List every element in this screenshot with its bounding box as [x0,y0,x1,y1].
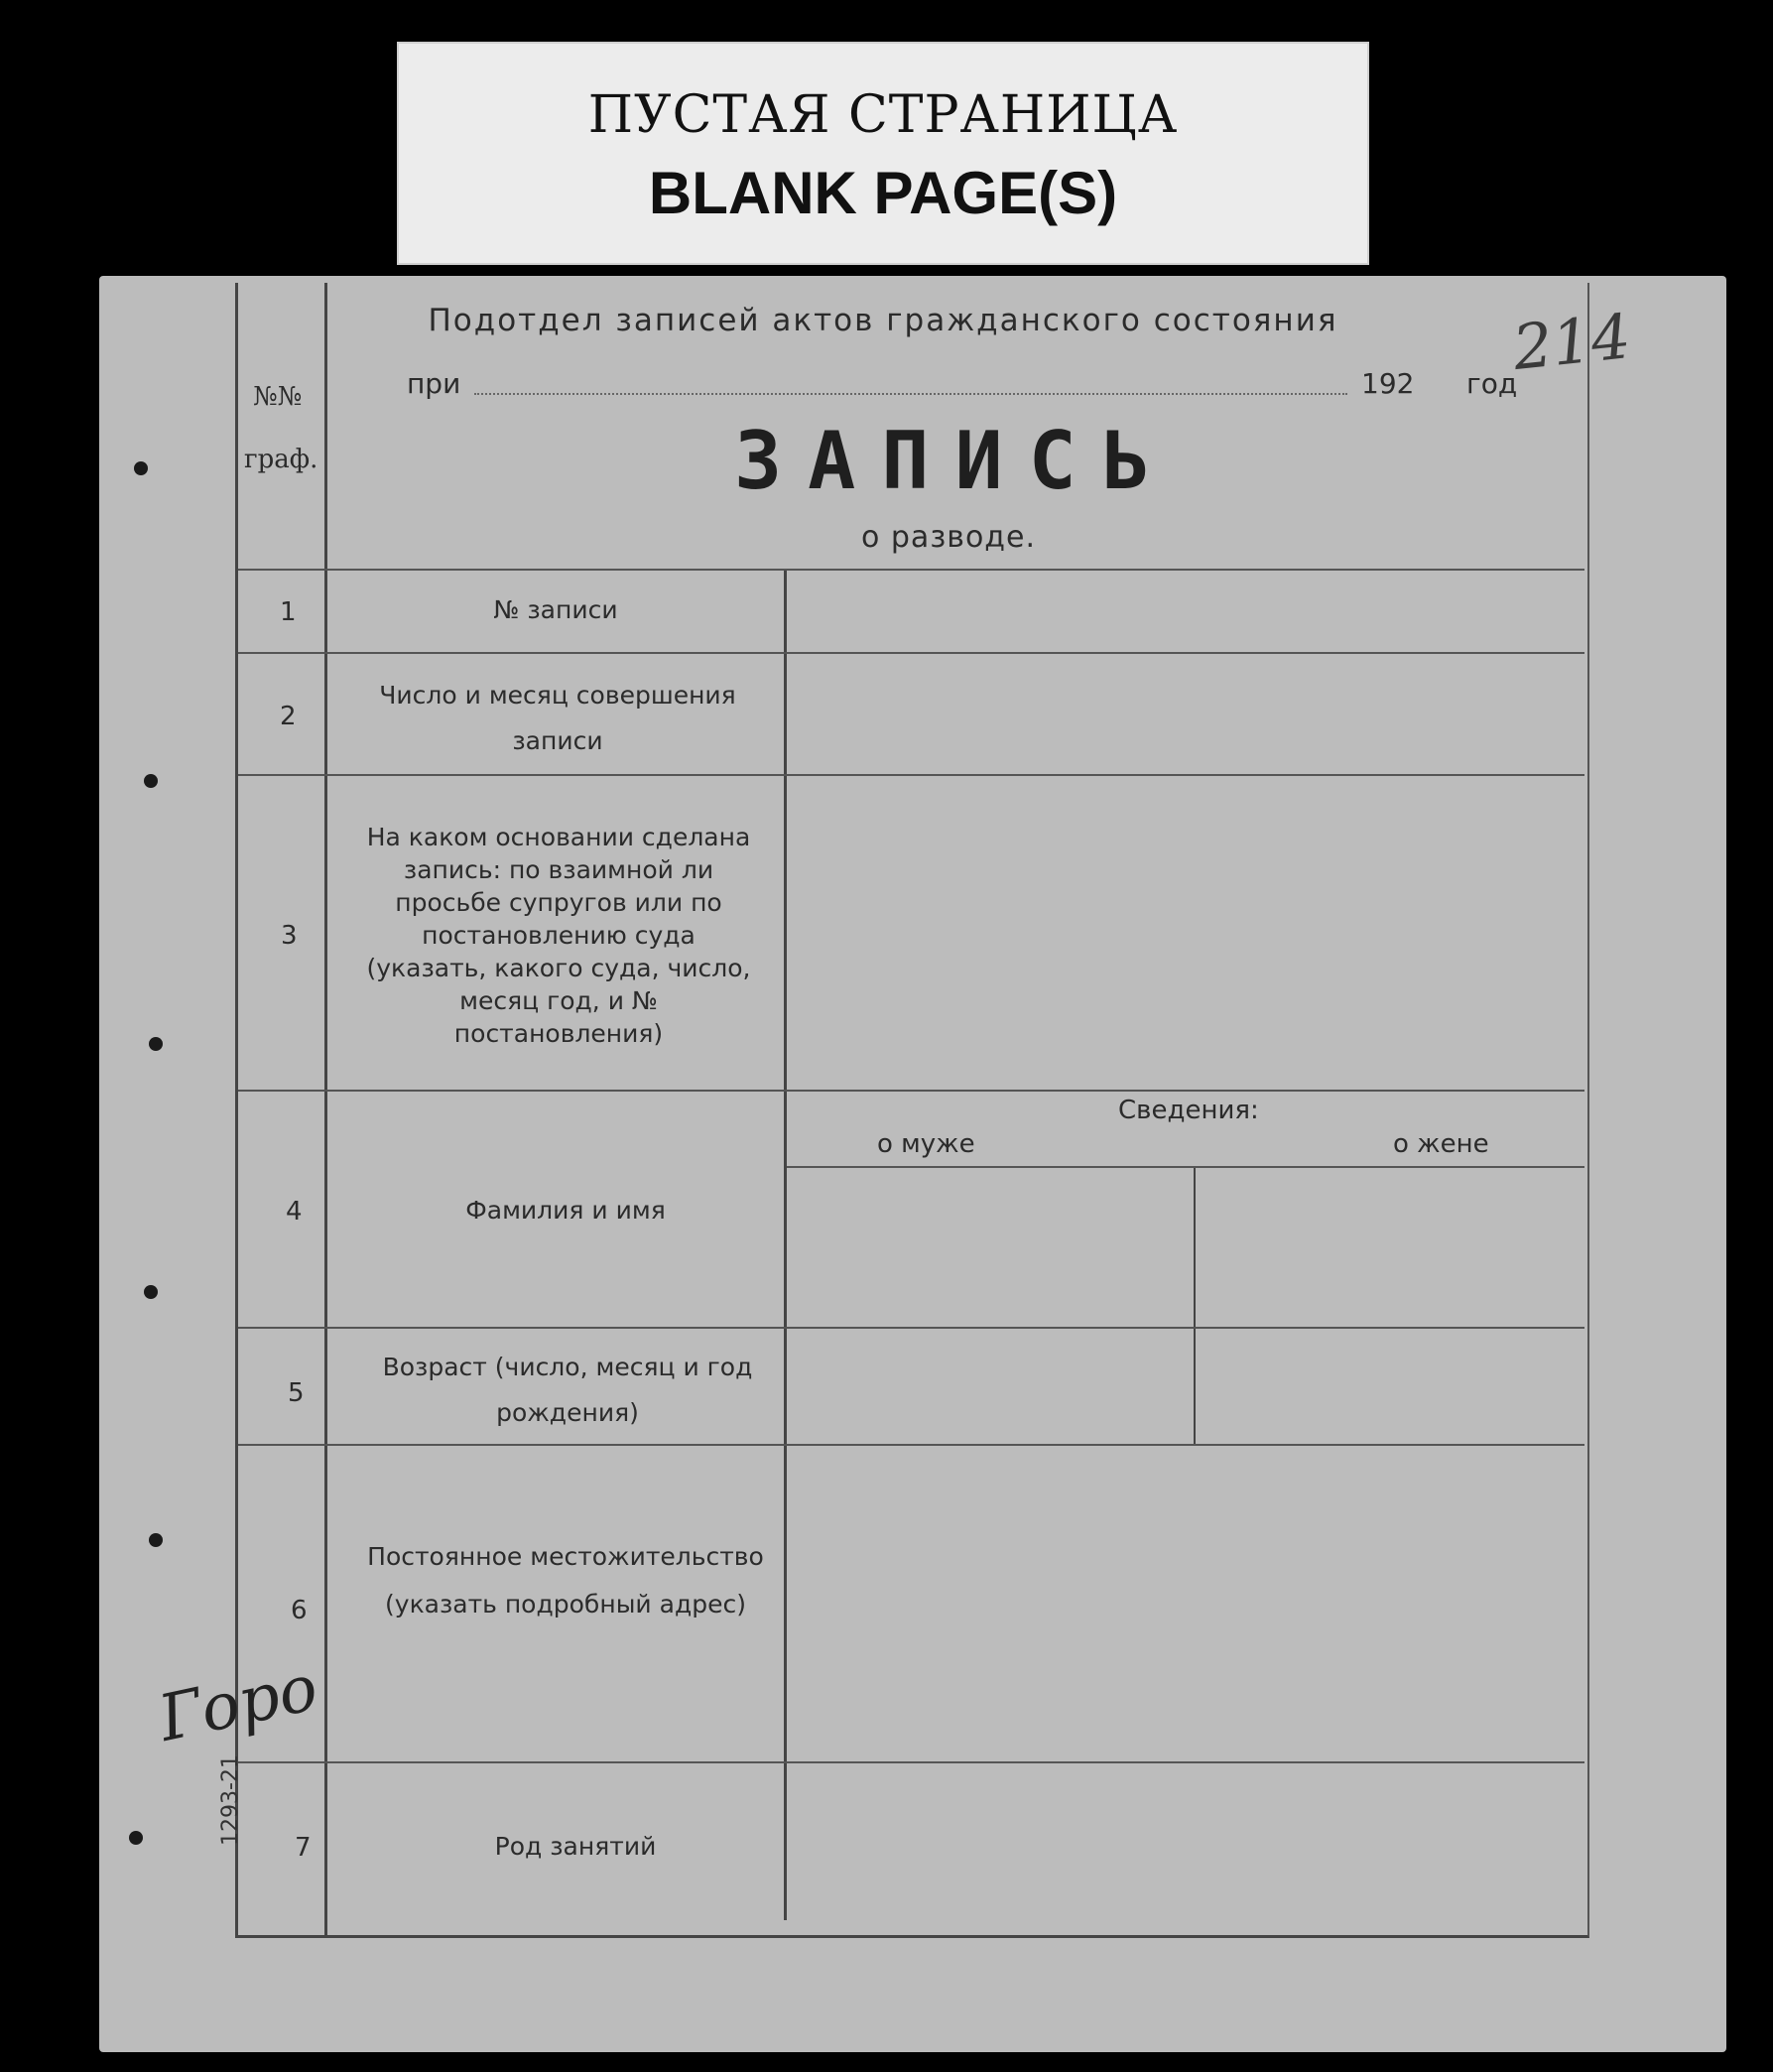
row-label: Постоянное местожительство (указать подробный адрес) [367,1542,764,1619]
column-divider-label [784,569,787,1920]
row-label: Род занятий [494,1832,657,1861]
row-number: 2 [280,702,297,731]
row-number: 5 [288,1378,305,1408]
print-code: 1293-21 [218,1754,243,1846]
pri-dotted-line [474,393,1347,395]
wife-header: о жене [1393,1129,1489,1159]
label-russian: ПУСТАЯ СТРАНИЦА [587,85,1179,145]
svedeniya-title: Сведения: [1118,1096,1259,1125]
row-number: 1 [280,597,297,627]
binding-hole [149,1533,163,1547]
row-line [238,1090,1584,1092]
office-title: Подотдел записей актов гражданского состояния [428,303,1338,338]
row-line [787,1166,1584,1168]
row-number: 4 [286,1197,303,1227]
row-number: 6 [291,1596,308,1625]
handwritten-page-number: 214 [1509,300,1634,384]
binding-hole [149,1037,163,1051]
column-divider-spouse [1194,1166,1196,1444]
row-label: Возраст (число, месяц и год рождения) [382,1353,753,1427]
god-label: год [1466,367,1518,400]
row-line [238,1444,1584,1446]
row-label: Фамилия и имя [465,1196,666,1225]
husband-header: о муже [877,1129,975,1159]
col-no-label: №№ [253,382,303,412]
row-line [238,1327,1584,1329]
blank-page-label [397,42,1369,265]
column-divider-num [324,283,327,1935]
record-heading: ЗАПИСЬ [734,415,1176,507]
row-line [238,774,1584,776]
col-graf-label: граф. [244,445,318,474]
binding-hole [144,1285,158,1299]
row-label: Число и месяц совершения записи [379,681,736,755]
row-number: 3 [281,921,298,951]
row-line [238,569,1584,571]
binding-hole [134,461,148,475]
handwritten-note: Горо [153,1651,324,1756]
binding-hole [129,1831,143,1845]
binding-hole [144,774,158,788]
row-line [238,652,1584,654]
row-label: На каком основании сделана запись: по взаимной ли просьбе супругов или по постановлению суда (указать, какого суда, число, месяц год, и № постановления) [366,823,751,1048]
year-label: 192 [1361,367,1415,400]
row-line [238,1761,1584,1763]
label-english: BLANK PAGE(S) [648,160,1118,226]
row-label: № записи [493,595,618,624]
record-subheading: о разводе. [861,520,1037,555]
pri-label: при [407,367,461,400]
row-number: 7 [295,1833,312,1863]
